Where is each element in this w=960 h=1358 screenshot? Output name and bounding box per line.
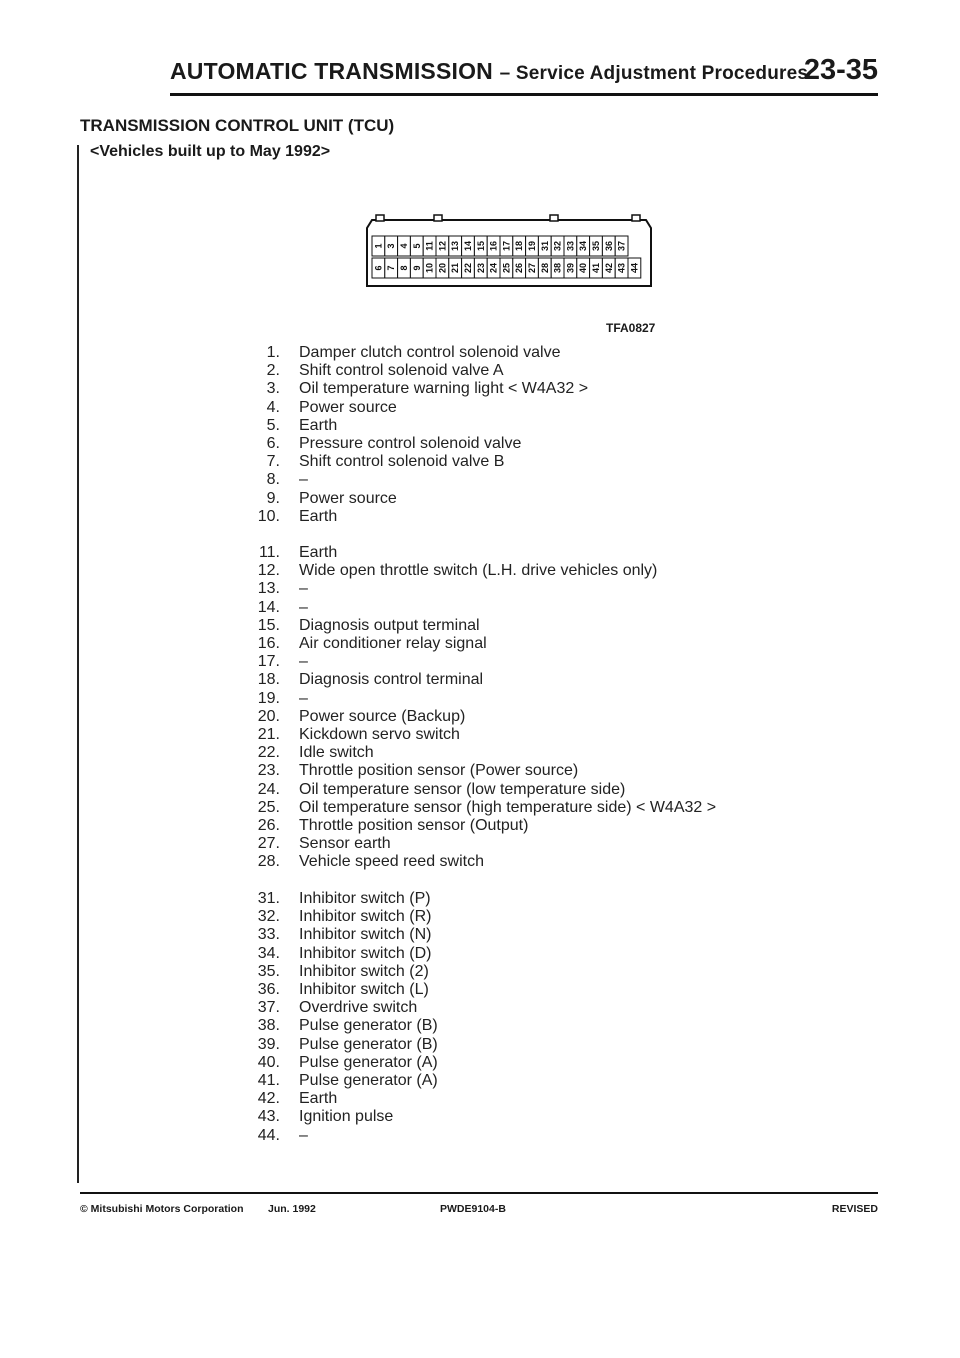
connector-pin-label: 31 xyxy=(539,240,550,252)
pin-entry xyxy=(240,1127,438,1145)
connector-pin-label: 18 xyxy=(514,240,525,252)
pin-number: 14. xyxy=(257,598,280,616)
connector-pin-label: 17 xyxy=(501,240,512,252)
pin-number: 33. xyxy=(257,926,280,944)
pin-description: – xyxy=(299,580,308,598)
pin-description: Oil temperature warning light < W4A32 > xyxy=(299,380,589,398)
pin-entry xyxy=(240,544,716,562)
pin-number: 22. xyxy=(257,744,280,762)
connector-pin-label: 33 xyxy=(565,240,576,252)
footer-date: Jun. 1992 xyxy=(268,1203,316,1215)
pin-entry xyxy=(240,945,438,963)
pin-list-group-1 xyxy=(240,344,588,526)
vehicles-note: <Vehicles built up to May 1992> xyxy=(90,143,331,160)
pin-entry xyxy=(240,580,716,598)
pin-entry xyxy=(240,508,588,526)
connector-pin-label: 4 xyxy=(399,243,409,249)
pin-number: 23. xyxy=(257,762,280,780)
pin-entry xyxy=(240,1072,438,1090)
pin-entry xyxy=(240,617,716,635)
pin-description: Power source xyxy=(299,398,397,416)
pin-description: Earth xyxy=(299,507,338,525)
pin-number: 35. xyxy=(257,962,280,980)
footer-doc-code: PWDE9104-B xyxy=(440,1203,506,1215)
pin-description: Earth xyxy=(299,544,338,561)
pin-number: 27. xyxy=(257,835,280,853)
pin-description: Shift control solenoid valve B xyxy=(299,453,505,471)
pin-description: – xyxy=(299,471,308,489)
pin-number: 6. xyxy=(266,435,280,453)
pin-number: 21. xyxy=(257,726,280,744)
pin-description: – xyxy=(299,653,308,671)
pin-description: Diagnosis control terminal xyxy=(299,671,484,689)
pin-number: 28. xyxy=(257,853,280,871)
connector-pin-label: 19 xyxy=(527,240,537,252)
pin-number: 42. xyxy=(257,1090,280,1108)
pin-description: Vehicle speed reed switch xyxy=(299,853,484,871)
pin-number: 41. xyxy=(257,1072,280,1090)
pin-number: 15. xyxy=(257,616,280,634)
pin-list-group-2 xyxy=(240,544,716,872)
connector-pin-label: 7 xyxy=(386,265,397,271)
connector-pin-label: 36 xyxy=(603,240,614,252)
section-title: TRANSMISSION CONTROL UNIT (TCU) xyxy=(80,116,395,135)
pin-entry xyxy=(240,926,438,944)
pin-entry xyxy=(240,817,716,835)
pin-list-group-3 xyxy=(240,890,438,1145)
pin-description: Shift control solenoid valve A xyxy=(299,362,504,380)
pin-entry xyxy=(240,1036,438,1054)
pin-description: Power source xyxy=(299,489,397,507)
figure-code: TFA0827 xyxy=(606,321,656,335)
pin-entry xyxy=(240,690,716,708)
pin-entry xyxy=(240,726,716,744)
connector-pin-label: 16 xyxy=(488,240,499,252)
connector-pin-label: 15 xyxy=(475,240,486,252)
pin-entry xyxy=(240,963,438,981)
page-number: 23-35 xyxy=(803,54,878,86)
pin-entry xyxy=(240,490,588,508)
connector-bottom-row xyxy=(372,258,641,278)
pin-number: 34. xyxy=(257,944,280,962)
pin-number: 43. xyxy=(257,1108,280,1126)
pin-description: Throttle position sensor (Power source) xyxy=(299,762,579,780)
connector-pin-label: 43 xyxy=(616,262,627,274)
pin-description: Idle switch xyxy=(299,744,374,762)
connector-pin-label: 26 xyxy=(514,262,525,274)
pin-description: Inhibitor switch (2) xyxy=(299,962,429,980)
connector-pin-label: 24 xyxy=(488,262,499,274)
pin-entry xyxy=(240,781,716,799)
pin-entry xyxy=(240,708,716,726)
pin-description: Pulse generator (A) xyxy=(299,1053,438,1071)
pin-number: 40. xyxy=(257,1053,280,1071)
pin-entry xyxy=(240,999,438,1017)
connector-pin-label: 38 xyxy=(552,262,563,274)
pin-entry xyxy=(240,853,716,871)
pin-description: Pulse generator (B) xyxy=(299,1035,438,1053)
pin-description: Earth xyxy=(299,416,338,434)
pin-description: Oil temperature sensor (high temperature side) < W4A32 > xyxy=(299,798,717,816)
connector-pin-label: 5 xyxy=(411,243,422,249)
tcu-connector-diagram xyxy=(364,214,654,290)
connector-pin-label: 9 xyxy=(411,265,422,271)
connector-pin-label: 3 xyxy=(386,243,397,249)
pin-entry xyxy=(240,453,588,471)
pin-entry xyxy=(240,362,588,380)
connector-pin-label: 35 xyxy=(591,240,601,252)
pin-description: Wide open throttle switch (L.H. drive vehicles only) xyxy=(299,562,658,580)
pin-entry xyxy=(240,599,716,617)
pin-entry xyxy=(240,653,716,671)
pin-entry xyxy=(240,799,716,817)
footer-rule xyxy=(80,1192,878,1194)
connector-pin-label: 44 xyxy=(629,262,640,274)
pin-description: – xyxy=(299,689,308,707)
pin-description: Inhibitor switch (D) xyxy=(299,944,432,962)
pin-description: Earth xyxy=(299,1090,338,1108)
pin-number: 24. xyxy=(257,780,280,798)
connector-pin-label: 28 xyxy=(539,262,550,274)
connector-pin-label: 20 xyxy=(437,262,448,274)
pin-entry xyxy=(240,1090,438,1108)
pin-description: Overdrive switch xyxy=(299,999,418,1017)
connector-pin-label: 22 xyxy=(463,262,473,274)
pin-number: 17. xyxy=(257,653,280,671)
connector-pin-label: 13 xyxy=(450,240,461,252)
pin-number: 4. xyxy=(266,398,280,416)
connector-pin-label: 39 xyxy=(565,262,576,274)
pin-description: Oil temperature sensor (low temperature side) xyxy=(299,780,626,798)
pin-number: 1. xyxy=(266,344,280,361)
connector-pin-label: 1 xyxy=(373,243,384,249)
pin-number: 9. xyxy=(266,489,280,507)
pin-description: Inhibitor switch (R) xyxy=(299,908,432,926)
pin-entry xyxy=(240,471,588,489)
pin-description: Pressure control solenoid valve xyxy=(299,435,522,453)
connector-pin-label: 6 xyxy=(373,265,384,271)
pin-description: Sensor earth xyxy=(299,835,391,853)
pin-number: 37. xyxy=(257,999,280,1017)
pin-description: Power source (Backup) xyxy=(299,707,466,725)
connector-pin-label: 23 xyxy=(475,262,486,274)
pin-entry xyxy=(240,562,716,580)
header-title-main: AUTOMATIC TRANSMISSION xyxy=(170,58,493,84)
pin-entry xyxy=(240,835,716,853)
pin-number: 13. xyxy=(257,580,280,598)
pin-number: 5. xyxy=(266,416,280,434)
connector-pin-label: 32 xyxy=(552,240,563,252)
connector-pin-label: 37 xyxy=(616,240,627,252)
pin-entry xyxy=(240,762,716,780)
pin-entry xyxy=(240,890,438,908)
pin-entry xyxy=(240,380,588,398)
pin-entry xyxy=(240,744,716,762)
pin-number: 39. xyxy=(257,1035,280,1053)
pin-number: 11. xyxy=(258,544,280,561)
pin-number: 16. xyxy=(257,635,280,653)
section-margin-bar xyxy=(77,145,79,1183)
connector-top-row xyxy=(372,236,628,256)
pin-number: 26. xyxy=(257,817,280,835)
pin-entry xyxy=(240,1017,438,1035)
pin-description: Throttle position sensor (Output) xyxy=(299,817,529,835)
pin-number: 32. xyxy=(257,908,280,926)
pin-number: 2. xyxy=(266,362,280,380)
pin-description: Air conditioner relay signal xyxy=(299,635,487,653)
page-header-title xyxy=(170,58,808,85)
pin-entry xyxy=(240,344,588,362)
footer-copyright: © Mitsubishi Motors Corporation xyxy=(80,1203,244,1215)
pin-description: Inhibitor switch (L) xyxy=(299,981,429,999)
pin-description: Ignition pulse xyxy=(299,1108,394,1126)
pin-number: 7. xyxy=(266,453,280,471)
pin-number: 36. xyxy=(257,981,280,999)
pin-description: – xyxy=(299,598,308,616)
pin-number: 44. xyxy=(257,1126,280,1144)
pin-entry xyxy=(240,417,588,435)
pin-description: Pulse generator (B) xyxy=(299,1017,438,1035)
connector-pin-label: 10 xyxy=(424,262,435,274)
pin-number: 8. xyxy=(266,471,280,489)
pin-number: 38. xyxy=(257,1017,280,1035)
pin-number: 18. xyxy=(257,671,280,689)
connector-pin-label: 21 xyxy=(450,262,461,274)
pin-description: Kickdown servo switch xyxy=(299,726,460,744)
pin-number: 19. xyxy=(257,689,280,707)
pin-number: 10. xyxy=(257,507,280,525)
connector-pin-label: 14 xyxy=(463,240,473,252)
connector-pin-label: 42 xyxy=(603,262,614,274)
pin-description: Inhibitor switch (P) xyxy=(299,890,431,907)
connector-pin-label: 25 xyxy=(501,262,512,274)
pin-entry xyxy=(240,1054,438,1072)
connector-pin-label: 8 xyxy=(399,265,409,271)
footer-status: REVISED xyxy=(831,1203,878,1215)
pin-entry xyxy=(240,399,588,417)
pin-description: – xyxy=(299,1126,308,1144)
header-subtitle: – Service Adjustment Procedures xyxy=(499,63,809,84)
pin-number: 12. xyxy=(257,562,280,580)
pin-entry xyxy=(240,435,588,453)
pin-description: Damper clutch control solenoid valve xyxy=(299,344,561,361)
pin-description: Diagnosis output terminal xyxy=(299,616,480,634)
pin-number: 31. xyxy=(257,890,280,907)
pin-entry xyxy=(240,671,716,689)
pin-number: 20. xyxy=(257,707,280,725)
connector-pin-label: 12 xyxy=(437,240,448,252)
pin-description: Pulse generator (A) xyxy=(299,1072,438,1090)
connector-pin-label: 27 xyxy=(527,262,537,274)
header-rule xyxy=(170,93,878,96)
connector-pin-label: 34 xyxy=(578,240,589,252)
pin-entry xyxy=(240,635,716,653)
pin-description: Inhibitor switch (N) xyxy=(299,926,432,944)
pin-number: 25. xyxy=(257,798,280,816)
connector-pin-label: 11 xyxy=(424,241,435,251)
pin-number: 3. xyxy=(266,380,280,398)
pin-entry xyxy=(240,981,438,999)
connector-pin-label: 40 xyxy=(578,262,589,274)
pin-entry xyxy=(240,1108,438,1126)
connector-pin-label: 41 xyxy=(591,262,601,274)
pin-entry xyxy=(240,908,438,926)
